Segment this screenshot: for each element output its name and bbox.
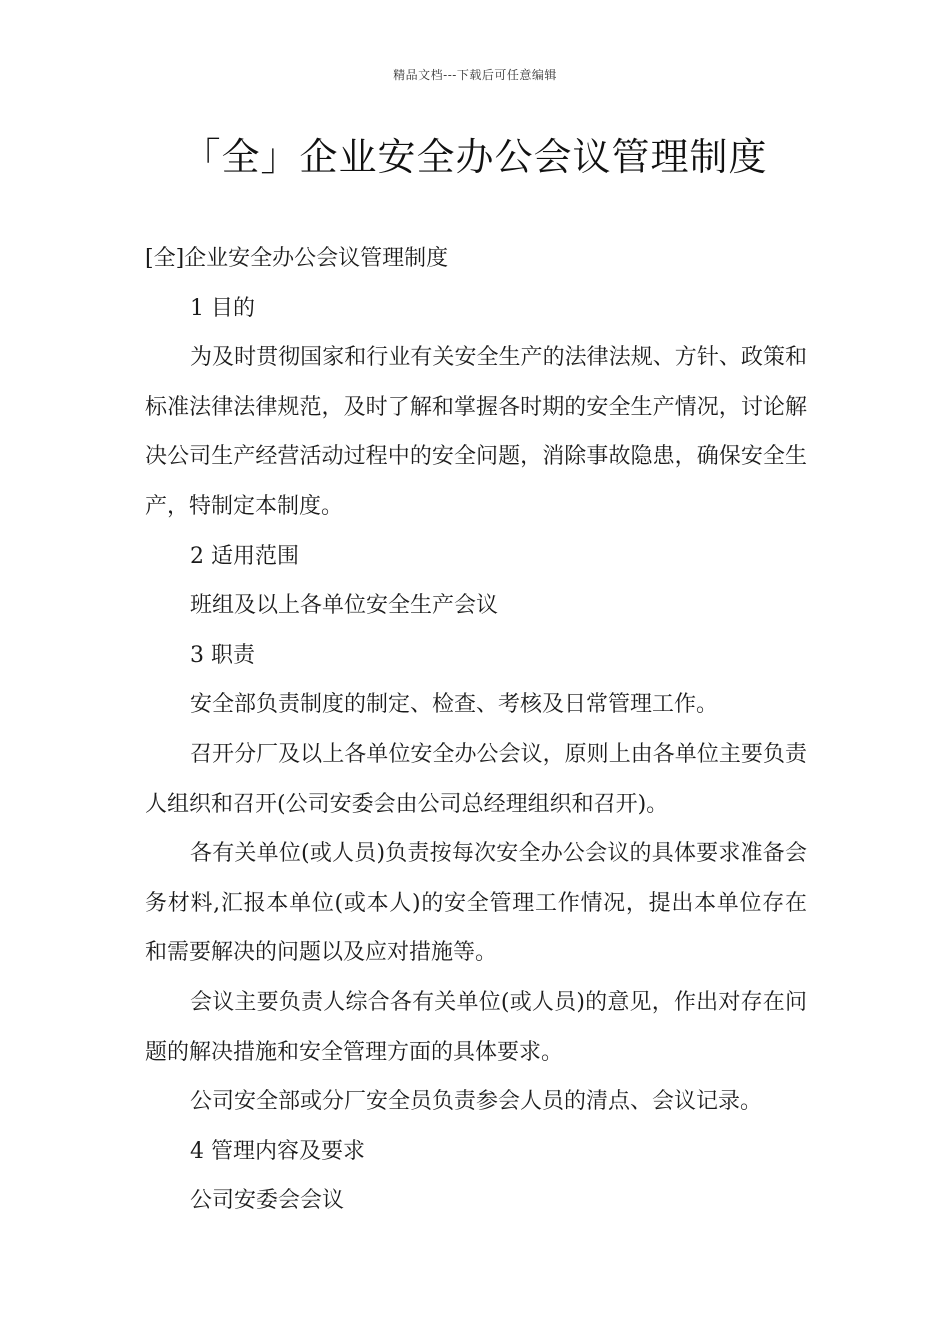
- section-heading-responsibilities: 3 职责: [190, 642, 255, 668]
- paragraph-doc-heading: [全]企业安全办公会议管理制度: [145, 246, 449, 271]
- document-title: 「全」企业安全办公会议管理制度: [182, 135, 768, 179]
- paragraph-committee-meeting: 公司安委会会议: [190, 1188, 345, 1214]
- paragraph-responsibility-2: 召开分厂及以上各单位安全办公会议，原则上由各单位主要负责人组织和召开(公司安委会由公司总经理组织和召开)。: [145, 741, 807, 817]
- paragraph-responsibility-1: 安全部负责制度的制定、检查、考核及日常管理工作。: [190, 692, 719, 718]
- paragraph-responsibility-5: 公司安全部或分厂安全员负责参会人员的清点、会议记录。: [190, 1089, 763, 1115]
- document-body: [145, 234, 807, 1226]
- paragraph-responsibility-4: 会议主要负责人综合各有关单位(或人员)的意见，作出对存在问题的解决措施和安全管理方面的具体要求。: [145, 989, 807, 1065]
- section-heading-purpose: 1 目的: [190, 295, 255, 321]
- section-heading-management: 4 管理内容及要求: [190, 1138, 365, 1164]
- paragraph-responsibility-3: 各有关单位(或人员)负责按每次安全办公会议的具体要求准备会务材料,汇报本单位(或本人)的安全管理工作情况，提出本单位存在和需要解决的问题以及应对措施等。: [145, 841, 807, 966]
- page-header-note: 精品文档---下载后可任意编辑: [393, 68, 557, 82]
- paragraph-purpose: 为及时贯彻国家和行业有关安全生产的法律法规、方针、政策和标准法律法律规范，及时了解和掌握各时期的安全生产情况，讨论解决公司生产经营活动过程中的安全问题，消除事故隐患，确保安全生产，特制定本制度。: [145, 345, 807, 519]
- paragraph-scope: 班组及以上各单位安全生产会议: [190, 593, 499, 619]
- section-heading-scope: 2 适用范围: [190, 543, 299, 569]
